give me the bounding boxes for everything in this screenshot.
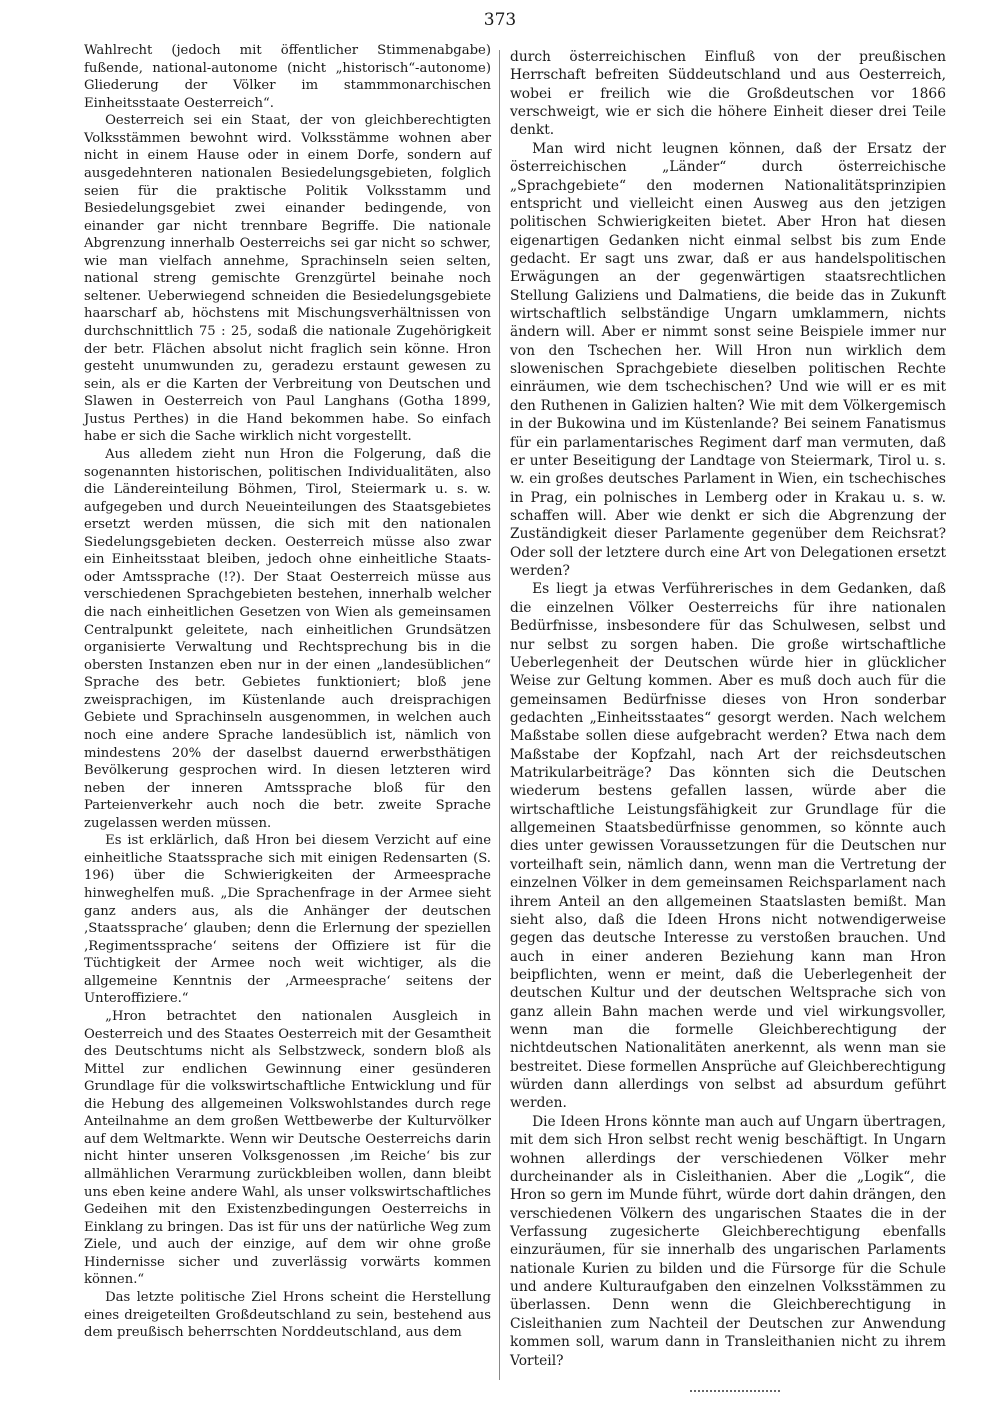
right-column xyxy=(510,48,946,1370)
paragraph: Es ist erklärlich, daß Hron bei diesem Verzicht auf eine einheitliche Staatssprache sich mit einigen Redensarten (S. 196) über die Schwierigkeiten der Armeesprache hinweghelfen muß. „Die Sprachenfrage in der Armee sieht ganz anders aus, als die Anhänger der deutschen ‚Staatssprache‘ glauben; denn die Erlernung der speziellen ‚Regimentssprache‘ seitens der Offiziere ist für die Tüchtigkeit der Armee noch weit wichtiger, als die allgemeine Kenntnis der ‚Armeesprache‘ seitens der Unteroffiziere.“ xyxy=(84,833,491,1007)
paragraph: Oesterreich sei ein Staat, der von gleichberechtigten Volksstämmen bewohnt wird. Volksstämme wohnen aber nicht in einem Hause oder in einem Dorfe, sondern auf ausgedehnteren nationalen Besiedelungsgebieten, folglich seien für die praktische Politik Volksstamm und Besiedelungsgebiet zwei einander bedingende, von einander gar nicht trennbare Begriffe. Die nationale Abgrenzung innerhalb Oesterreichs sei gar nicht so schwer, wie man vielfach annehme, Sprachinseln seien selten, national streng gemischte Grenzgürtel beinahe noch seltener. Ueberwiegend schneiden die Besiedelungsgebiete haarscharf ab, höchstens mit Mischungsverhältnissen von durchschnittlich 75 : 25, sodaß die nationale Zugehörigkeit der betr. Flächen absolut nicht fraglich sein könne. Hron gesteht unumwunden zu, geradezu erstaunt gewesen zu sein, als er die Karten der Verbreitung von Deutschen und Slawen in Oesterreich von Paul Langhans (Gotha 1899, Justus Perthes) in die Hand bekommen habe. So einfach habe er sich die Sache wirklich nicht vorgestellt. xyxy=(84,113,491,445)
column-divider xyxy=(499,50,500,1380)
page-number: 373 xyxy=(483,10,517,30)
end-rule xyxy=(690,1390,780,1394)
paragraph: Man wird nicht leugnen können, daß der Ersatz der österreichischen „Länder“ durch österreichische „Sprachgebiete“ den modernen Nationalitätsprinzipien entspricht und vielleicht einen Ausweg aus den jetzigen politischen Schwierigkeiten bietet. Aber Hron hat diesen eigenartigen Gedanken nicht einmal selbst bis zum Ende gedacht. Er sagt uns zwar, daß er aus handelspolitischen Erwägungen an der gegenwärtigen staatsrechtlichen Stellung Galiziens und Dalmatiens, die beide das in Zukunft wirtschaftlich selbständige Ungarn umklammern, nichts ändern will. Aber er nimmt sonst seine Beispiele immer nur von den Tschechen her. Will Hron nun wirklich dem slowenischen Sprachgebiete dieselben politischen Rechte einräumen, wie dem tschechischen? Und wie will er es mit den Ruthenen in Galizien halten? Wie mit dem Völkergemisch in der Bukowina und im Küstenlande? Bei seinem Fanatismus für ein parlamentarisches Regiment darf man vermuten, daß er unter Beseitigung der Landtage von Steiermark, Tirol u. s. w. ein großes deutsches Parlament in Wien, ein tschechisches in Prag, ein polnisches in Lemberg oder in Krakau u. s. w. schaffen will. Aber wie denkt er sich die Abgrenzung der Zuständigkeit dieser Parlamente gegenüber dem Reichsrat? Oder soll der letztere durch eine Art von Delegationen ersetzt werden? xyxy=(510,140,946,580)
paragraph: Wahlrecht (jedoch mit öffentlicher Stimmenabgabe) fußende, national-autonome (nicht „historisch“-autonome) Gliederung der Völker im stammmonarchischen Einheitsstaate Oesterreich“. xyxy=(84,43,491,111)
paragraph: Die Ideen Hrons könnte man auch auf Ungarn übertragen, mit dem sich Hron selbst recht wenig beschäftigt. In Ungarn wohnen allerdings der verschiedenen Völker mehr durcheinander als in Cisleithanien. Aber die „Logik“, die Hron so gern im Munde führt, würde dort dahin drängen, den verschiedenen Völkern des ungarischen Staates die in der Verfassung zugesicherte Gleichberechtigung ebenfalls einzuräumen, für sie innerhalb des ungarischen Parlaments nationale Kurien zu bilden und die Fürsorge für die Schule und andere Kulturaufgaben den einzelnen Volksstämmen zu überlassen. Denn wenn die Gleichberechtigung in Cisleithanien zum Nachteil der Deutschen zur Anwendung kommen soll, warum dann in Transleithanien nicht zu ihrem Vorteil? xyxy=(510,1113,946,1369)
paragraph: durch österreichischen Einfluß von der preußischen Herrschaft befreiten Süddeutschland und aus Oesterreich, wobei er freilich wie die Großdeutschen vor 1866 verschweigt, wie er sich die höhere Einheit dieser drei Teile denkt. xyxy=(510,49,946,139)
paragraph: Es liegt ja etwas Verführerisches in dem Gedanken, daß die einzelnen Völker Oesterreichs für ihre nationalen Bedürfnisse, insbesondere für das Schulwesen, selbst und nur selbst zu sorgen haben. Die große wirtschaftliche Ueberlegenheit der Deutschen würde hier in glücklicher Weise zur Geltung kommen. Aber es muß doch auch für die gemeinsamen Bedürfnisse dieses von Hron sonderbar gedachten „Einheitsstaates“ gesorgt werden. Nach welchem Maßstabe sollen diese aufgebracht werden? Etwa nach dem Maßstabe der Kopfzahl, nach Art der reichsdeutschen Matrikularbeiträge? Das könnten sich die Deutschen wiederum bestens gefallen lassen, würde aber die wirtschaftliche Leistungsfähigkeit zur Grundlage für die allgemeinen Staatsbedürfnisse genommen, so könnte auch dies unter gewissen Voraussetzungen für die Deutschen nur vorteilhaft sein, nämlich dann, wenn man die Vertretung der einzelnen Völker in dem gemeinsamen Reichsparlament nach ihrem Anteil an den allgemeinen Staatslasten bemißt. Man sieht also, daß die Ideen Hrons nicht notwendigerweise gegen das deutsche Interesse zu verstoßen brauchen. Und auch in einer anderen Beziehung kann man Hron beipflichten, wenn er meint, daß die Ueberlegenheit der deutschen Kultur und der deutschen Weltsprache sich von ganz allein Bahn machen werde und viel wirkungsvoller, wenn man die formelle Gleichberechtigung der nichtdeutschen Nationalitäten anerkennt, als wenn man sie bestreitet. Diese formellen Ansprüche auf Gleichberechtigung würden dann allerdings von selbst ad absurdum geführt werden. xyxy=(510,581,947,1112)
paragraph: Aus alledem zieht nun Hron die Folgerung, daß die sogenannten historischen, politischen Individualitäten, also die Ländereinteilung Böhmen, Tirol, Steiermark u. s. w. aufgegeben und durch Neueinteilungen des Staatsgebietes ersetzt werden müssen, die sich mit den nationalen Siedelungsgebieten decken. Oesterreich müsse also zwar ein Einheitsstaat bleiben, jedoch ohne einheitliche Staats- oder Amtssprache (!?). Der Staat Oesterreich müsse aus verschiedenen Sprachgebieten bestehen, innerhalb welcher die nach einheitlichen Gesetzen von Wien als gemeinsamen Centralpunkt geleitete, nach einheitlichen Grundsätzen organisierte Verwaltung und Rechtsprechung bis in die obersten Instanzen eben nur in der einen „landesüblichen“ Sprache des betr. Gebietes funktioniert; bloß jene zweisprachigen, im Küstenlande auch dreisprachigen Gebiete und Sprachinseln ausgenommen, in welchen auch noch eine andere Sprache landesüblich ist, nämlich von mindestens 20% der daselbst dauernd erwerbsthätigen Bevölkerung gesprochen wird. In diesen letzteren wird neben der inneren Amtssprache bloß für den Parteienverkehr auch noch die betr. zweite Sprache zugelassen werden müssen. xyxy=(84,446,491,831)
paragraph: Das letzte politische Ziel Hrons scheint die Herstellung eines dreigeteilten Großdeutschland zu sein, bestehend aus dem preußisch beherrschten Norddeutschland, aus dem xyxy=(84,1289,491,1341)
paragraph: „Hron betrachtet den nationalen Ausgleich in Oesterreich und des Staates Oesterreich mit der Gesamtheit des Deutschtums nicht als Selbstzweck, sondern bloß als Mittel zur endlichen Gewinnung einer gesünderen Grundlage für die volkswirtschaftliche Entwicklung und für die Hebung des allgemeinen Volkswohlstandes durch rege Anteilnahme an dem großen Wettbewerbe der Kulturvölker auf dem Weltmarkte. Wenn wir Deutsche Oesterreichs darin nicht hinter unseren Volksgenossen ‚im Reiche‘ bis zur allmählichen Verarmung zurückbleiben wollen, dann bleibt uns eben keine andere Wahl, als unser volkswirtschaftliches Gedeihen mit den Existenzbedingungen Oesterreichs in Einklang zu bringen. Das ist für uns der natürliche Weg zum Ziele, und auch der einzige, auf dem wir ohne große Hindernisse sicher und zuverlässig vorwärts kommen können.“ xyxy=(84,1008,491,1288)
left-column xyxy=(84,42,491,1342)
